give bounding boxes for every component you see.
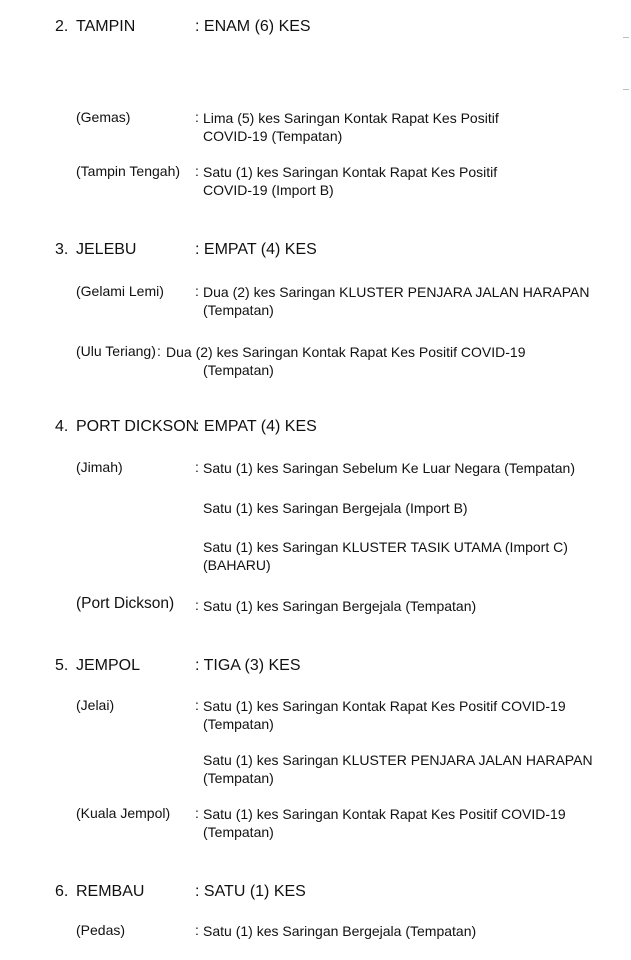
colon: : <box>195 922 199 938</box>
section-number: 2. <box>55 18 69 35</box>
case-total: : SATU (1) KES <box>195 883 306 900</box>
area-label: (Jimah) <box>76 459 123 475</box>
section-number: 3. <box>55 241 69 258</box>
area-label: (Port Dickson) <box>76 595 175 612</box>
district-name: JELEBU <box>76 241 137 258</box>
district-name: JEMPOL <box>76 657 141 674</box>
area-label: (Kuala Jempol) <box>76 805 171 821</box>
colon: : <box>195 283 199 299</box>
case-description: Dua (2) kes Saringan KLUSTER PENJARA JALAN HARAPAN (Tempatan) <box>203 284 590 318</box>
district-name: TAMPIN <box>76 18 136 35</box>
case-description: Satu (1) kes Saringan Kontak Rapat Kes Positif COVID-19 (Tempatan) <box>203 698 566 732</box>
area-label: (Gemas) <box>76 109 131 125</box>
case-description: Satu (1) kes Saringan Kontak Rapat Kes Positif COVID-19 (Tempatan) <box>203 806 566 840</box>
section-number: 5. <box>55 657 69 674</box>
case-description: Lima (5) kes Saringan Kontak Rapat Kes Positif COVID-19 (Tempatan) <box>203 110 499 144</box>
section-number: 4. <box>55 418 69 435</box>
colon: : <box>157 343 161 359</box>
colon: : <box>195 805 199 821</box>
case-description: Satu (1) kes Saringan KLUSTER PENJARA JALAN HARAPAN (Tempatan) <box>203 752 593 786</box>
case-total: : EMPAT (4) KES <box>195 418 317 435</box>
area-label: (Gelami Lemi) <box>76 283 164 299</box>
area-label: (Tampin Tengah) <box>76 163 181 179</box>
section-number: 6. <box>55 883 69 900</box>
colon: : <box>195 697 199 713</box>
case-description: Satu (1) kes Saringan Bergejala (Tempatan) <box>203 598 477 614</box>
case-description: Satu (1) kes Saringan Kontak Rapat Kes Positif COVID-19 (Import B) <box>203 164 498 198</box>
area-label: (Ulu Teriang) <box>76 343 156 359</box>
colon: : <box>195 459 199 475</box>
district-name: PORT DICKSON <box>76 418 198 435</box>
area-label: (Pedas) <box>76 922 126 938</box>
scan-mark <box>623 37 629 38</box>
colon: : <box>195 163 199 179</box>
case-description: Dua (2) kes Saringan Kontak Rapat Kes Positif COVID-19 (Tempatan) <box>166 344 526 378</box>
scan-mark <box>623 89 629 90</box>
case-total: : ENAM (6) KES <box>195 18 311 35</box>
colon: : <box>195 109 199 125</box>
district-name: REMBAU <box>76 883 145 900</box>
area-label: (Jelai) <box>76 697 115 713</box>
case-description: Satu (1) kes Saringan Sebelum Ke Luar Negara (Tempatan) <box>203 460 575 476</box>
case-description: Satu (1) kes Saringan KLUSTER TASIK UTAMA (Import C) (BAHARU) <box>203 539 568 573</box>
case-description: Satu (1) kes Saringan Bergejala (Tempatan) <box>203 923 477 939</box>
case-total: : TIGA (3) KES <box>195 657 301 674</box>
case-description: Satu (1) kes Saringan Bergejala (Import B) <box>203 500 468 516</box>
case-total: : EMPAT (4) KES <box>195 241 317 258</box>
colon: : <box>195 597 199 613</box>
